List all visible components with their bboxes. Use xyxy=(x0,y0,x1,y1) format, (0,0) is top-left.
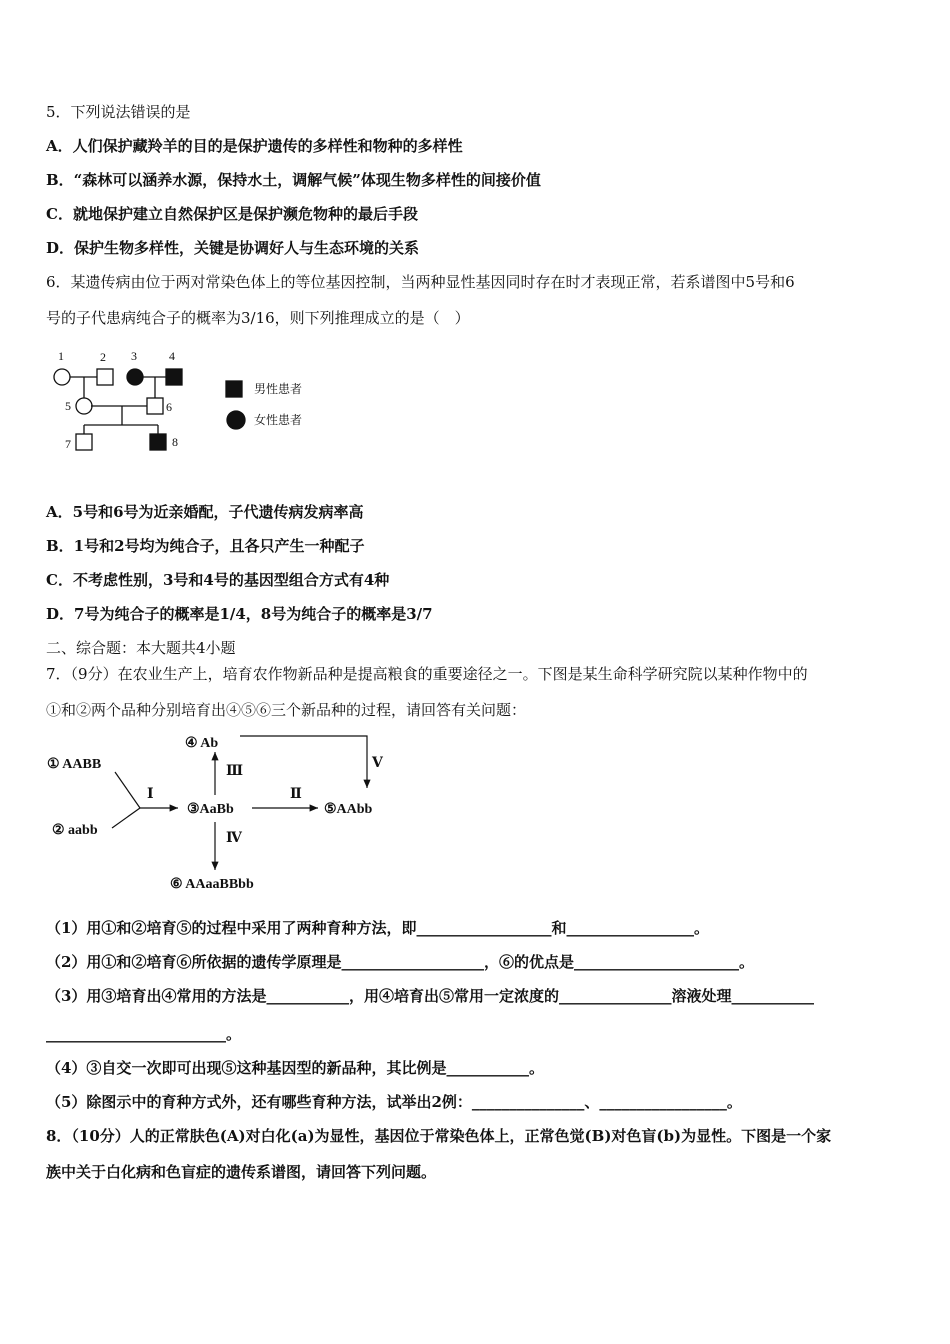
svg-text:Ⅴ: Ⅴ xyxy=(372,756,383,771)
svg-text:5: 5 xyxy=(65,399,71,413)
q8-stem-line2: 族中关于白化病和色盲症的遗传系谱图，请回答下列问题。 xyxy=(46,1163,437,1181)
q6-option-d: D．7号为纯合子的概率是1/4，8号为纯合子的概率是3/7 xyxy=(46,605,433,623)
individual-4-affected-male xyxy=(166,369,182,385)
svg-text:② aabb: ② aabb xyxy=(52,823,98,838)
q5-option-d: D．保护生物多样性，关键是协调好人与生态环境的关系 xyxy=(46,239,420,257)
svg-text:3: 3 xyxy=(131,349,137,363)
q8-stem-line1: 8．（10分）人的正常肤色(A)对白化(a)为显性，基因位于常染色体上，正常色觉(B)对色盲(b)为显性。下图是一个家 xyxy=(46,1127,832,1145)
legend-male-icon xyxy=(226,381,242,397)
legend-male-label: 男性患者 xyxy=(254,382,303,396)
q5-option-a: A．人们保护藏羚羊的目的是保护遗传的多样性和物种的多样性 xyxy=(46,137,463,155)
svg-text:7: 7 xyxy=(65,437,71,451)
q5-stem: 5．下列说法错误的是 xyxy=(46,103,191,121)
svg-text:⑥ AAaaBBbb: ⑥ AAaaBBbb xyxy=(170,877,254,892)
svg-text:① AABB: ① AABB xyxy=(47,757,102,772)
q7-stem-line1: 7．（9分）在农业生产上，培育农作物新品种是提高粮食的重要途径之一。下图是某生命科学研究院以某种作物中的 xyxy=(46,665,808,683)
q5-option-c: C．就地保护建立自然保护区是保护濒危物种的最后手段 xyxy=(46,205,418,223)
q6-stem-line1: 6．某遗传病由位于两对常染色体上的等位基因控制，当两种显性基因同时存在时才表现正常，若系谱图中5号和6 xyxy=(46,273,795,291)
pedigree-labels xyxy=(58,349,302,451)
q6-option-b: B．1号和2号均为纯合子，且各只产生一种配子 xyxy=(46,537,365,555)
q7-sub3-cont: ________________________。 xyxy=(46,1025,242,1043)
q6-option-c: C．不考虑性别，3号和4号的基因型组合方式有4种 xyxy=(46,571,390,589)
individual-1-female xyxy=(54,369,70,385)
svg-text:Ⅱ: Ⅱ xyxy=(290,787,302,802)
q7-stem-line2: ①和②两个品种分别培育出④⑤⑥三个新品种的过程，请回答有关问题： xyxy=(46,701,527,719)
q7-sub3: （3）用③培育出④常用的方法是___________，用④培育出⑤常用一定浓度的_______________溶液处理___________ xyxy=(46,987,814,1005)
svg-text:Ⅰ: Ⅰ xyxy=(147,787,154,802)
legend-female-label: 女性患者 xyxy=(254,413,303,427)
q7-sub4: （4）③自交一次即可出现⑤这种基因型的新品种，其比例是___________。 xyxy=(46,1059,544,1077)
svg-text:Ⅲ: Ⅲ xyxy=(226,764,244,779)
svg-text:4: 4 xyxy=(169,349,175,363)
q6-stem-line2: 号的子代患病纯合子的概率为3/16，则下列推理成立的是（ ） xyxy=(46,309,470,327)
svg-text:6: 6 xyxy=(166,400,172,414)
q7-sub1: （1）用①和②培育⑤的过程中采用了两种育种方法，即__________________和_________________。 xyxy=(46,919,709,937)
svg-text:2: 2 xyxy=(100,350,106,364)
svg-text:Ⅳ: Ⅳ xyxy=(226,831,242,846)
svg-text:④ Ab: ④ Ab xyxy=(185,736,219,751)
legend-female-icon xyxy=(227,411,245,429)
section-heading: 二、综合题：本大题共4小题 xyxy=(46,639,236,657)
individual-2-male xyxy=(97,369,113,385)
svg-text:⑤AAbb: ⑤AAbb xyxy=(324,802,373,817)
individual-5-female xyxy=(76,398,92,414)
pedigree-chart xyxy=(54,369,245,450)
individual-7-male xyxy=(76,434,92,450)
q6-option-a: A．5号和6号为近亲婚配，子代遗传病发病率高 xyxy=(46,503,364,521)
q7-sub2: （2）用①和②培育⑥所依据的遗传学原理是___________________，⑥的优点是______________________。 xyxy=(46,953,754,971)
q7-sub5: （5）除图示中的育种方式外，还有哪些育种方法，试举出2例：_______________、_________________。 xyxy=(46,1093,742,1111)
individual-8-affected-male xyxy=(150,434,166,450)
svg-text:1: 1 xyxy=(58,349,64,363)
individual-6-male xyxy=(147,398,163,414)
svg-text:8: 8 xyxy=(172,435,178,449)
individual-3-affected-female xyxy=(127,369,143,385)
q5-option-b: B．“森林可以涵养水源，保持水土，调解气候”体现生物多样性的间接价值 xyxy=(46,171,541,189)
svg-text:③AaBb: ③AaBb xyxy=(187,802,234,817)
